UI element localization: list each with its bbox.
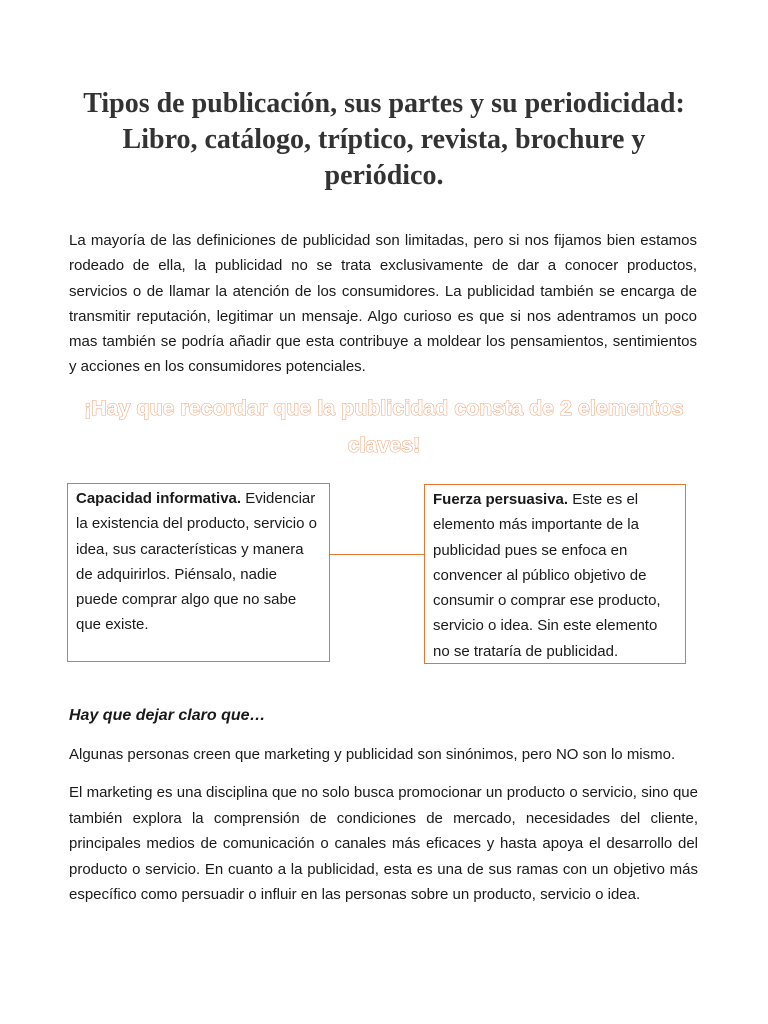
page-title: Tipos de publicación, sus partes y su periodicidad: Libro, catálogo, tríptico, revista, brochure y periódico. (83, 88, 685, 191)
callout-heading: ¡Hay que recordar que la publicidad consta de 2 elementos claves! (84, 397, 684, 457)
body-paragraph: Algunas personas creen que marketing y publicidad son sinónimos, pero NO son lo mismo. (69, 746, 676, 763)
element-box-informativa (67, 483, 330, 662)
connector-line (330, 554, 424, 555)
element-text-persuasiva: Este es el elemento más importante de la publicidad pues se enfoca en convencer al público objetivo de consumir o comprar ese producto, servicio o idea. Sin este elemento no se trataría de publicidad. (433, 491, 661, 660)
element-box-persuasiva (424, 484, 686, 664)
element-heading-informativa: Capacidad informativa. (76, 490, 242, 507)
element-text-informativa: Evidenciar la existencia del producto, servicio o idea, sus características y manera de adquirirlos. Piénsalo, nadie puede comprar algo que no sabe que existe. (76, 490, 317, 634)
body-paragraph: El marketing es una disciplina que no solo busca promocionar un producto o servicio, sino que también explora la comprensión de condiciones de mercado, necesidades del cliente, principales medios de comunicación o canales más eficaces y hasta apoya el desarrollo del producto o servicio. En cuanto a la publicidad, esta es una de sus ramas con un objetivo más específico como persuadir o influir en las personas sobre un producto, servicio o idea. (69, 784, 698, 904)
intro-paragraph: La mayoría de las definiciones de publicidad son limitadas, pero si nos fijamos bien estamos rodeado de ella, la publicidad no se trata exclusivamente de dar a conocer productos, servicios o de llamar la atención de los consumidores. La publicidad también se encarga de transmitir reputación, legitimar un mensaje. Algo curioso es que si nos adentramos un poco mas también se podría añadir que esta contribuye a moldear los pensamientos, sentimientos y acciones en los consumidores potenciales. (69, 232, 697, 376)
section-subheading: Hay que dejar claro que… (69, 707, 266, 724)
element-heading-persuasiva: Fuerza persuasiva. (433, 491, 569, 508)
